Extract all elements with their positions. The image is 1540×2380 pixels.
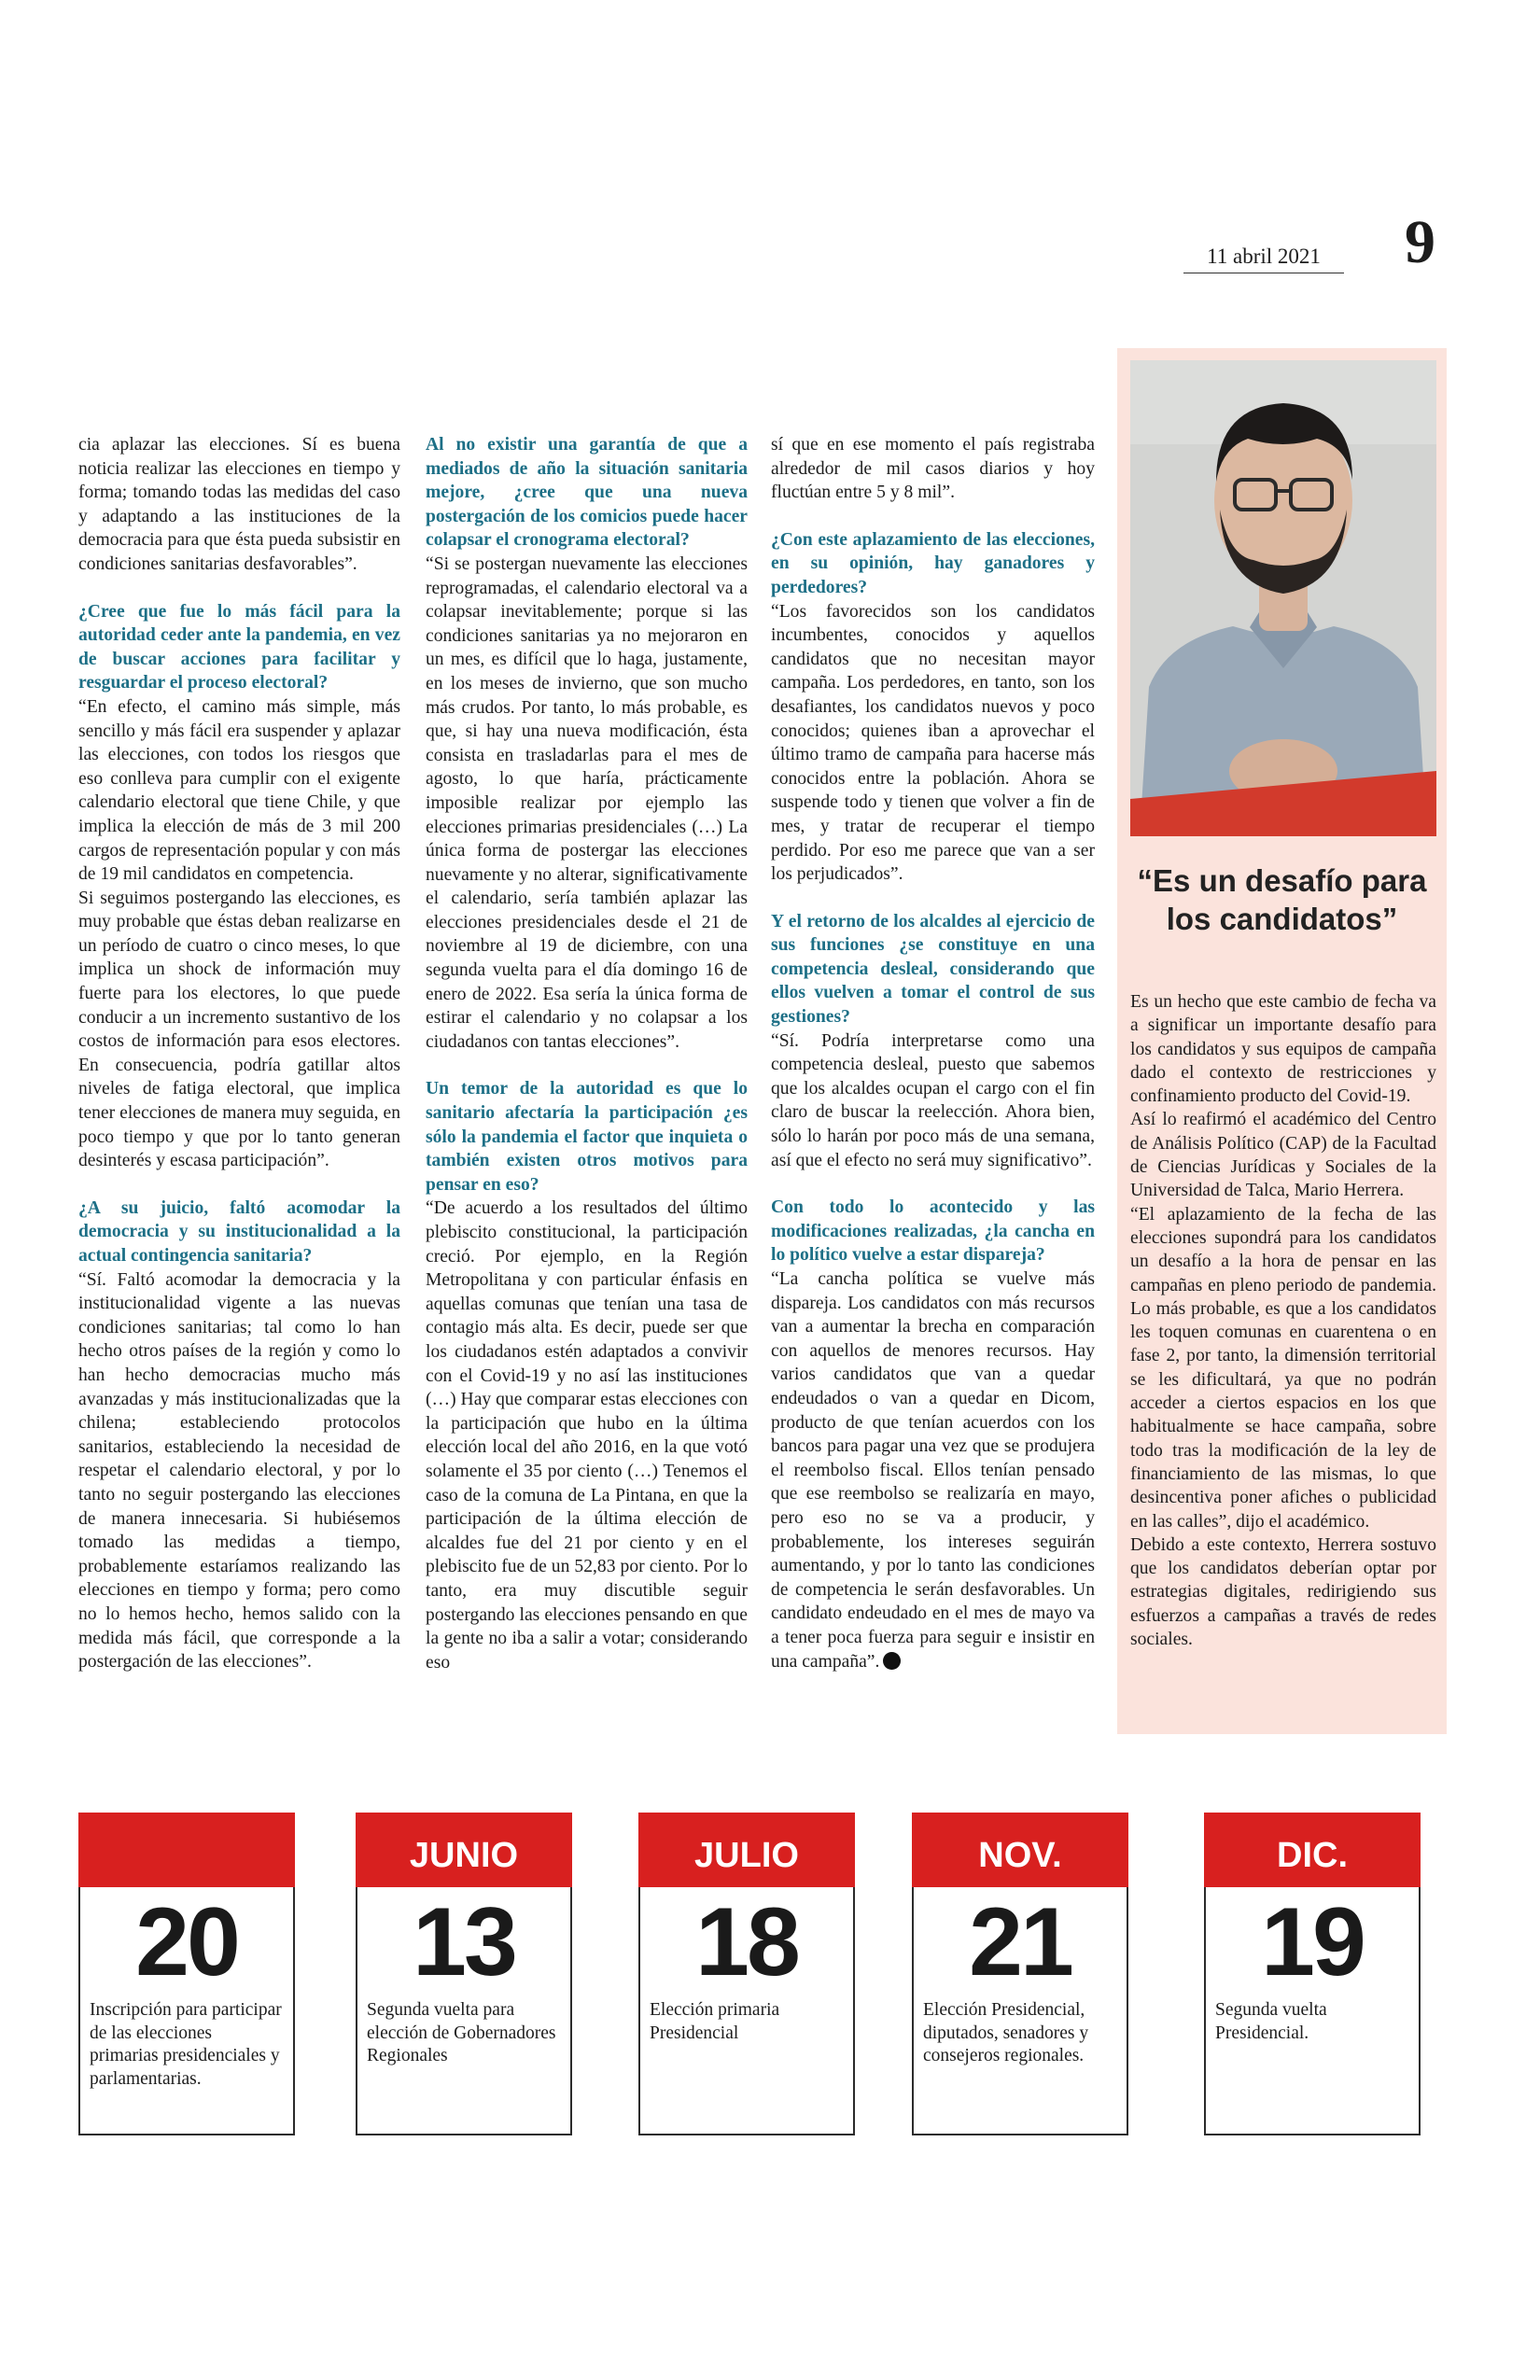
sidebar-box (1117, 348, 1447, 1734)
calendar-day: 19 (1261, 1888, 1364, 1996)
calendar-description: Elección Presidencial, diputados, senadores y consejeros regionales. (923, 2000, 1089, 2065)
paragraph: cia aplazar las elecciones. Sí es buena noticia realizar las elecciones en tiempo y forma; tomando todas las medidas del caso y adaptando a las instituciones de la democracia para que ésta pueda subsistir en condiciones sanitarias desfavorables”. (78, 435, 400, 574)
sidebar-title: “Es un desafío para los candidatos” (1137, 863, 1427, 936)
calendar-card-4 (912, 1813, 1128, 2135)
closing-paragraph: “La cancha política se vuelve más dispareja. Los candidatos con más recursos van a aumentar la brecha en comparación con aquellos de menores recursos. Hay varios candidatos que van a quedar endeudados o van a quedar en Dicom, producto de que tenían acuerdos con los bancos para pagar una vez que se produjera el reembolso fiscal. Ellos tenían pensado que ese reembolso se realizaría en mayo, pero eso no se va a producir, y probablemente, los intereses seguirán aumentando, y por lo tanto las condiciones de competencia le serán desfavorables. Un candidato endeudado en el mes de mayo va a tener poca fuerza para seguir e insistir en una campaña”. (771, 1269, 1095, 1672)
calendar-day: 20 (135, 1888, 238, 1996)
calendar-card-1 (78, 1813, 295, 2135)
calendar-card-2 (356, 1813, 572, 2135)
paragraph: “En efecto, el camino más simple, más sencillo y más fácil era suspender y aplazar las elecciones, con todos los riesgos que eso conlleva para cumplir con el exigente calendario electoral que tiene Chile, y que implica la elección de más de 3 mil 200 cargos de representación popular y con más de 19 mil candidatos en competencia. (78, 696, 400, 885)
interview-question: Al no existir una garantía de que a mediados de año la situación sanitaria mejore, ¿cree que una nueva postergación de los comicios puede hacer colapsar el cronograma electoral? (426, 435, 748, 551)
page-number: 9 (1405, 208, 1435, 276)
end-of-article-dot-icon (883, 1652, 901, 1670)
paragraph: “De acuerdo a los resultados del último plebiscito constitucional, la participación creció. Por ejemplo, en la Región Metropolitana y con particular énfasis en aquellas comunas que tenían una tasa de contagio más alta. Es decir, puede ser que los ciudadanos estén adaptados a convivir con el Covid-19 y no así las instituciones (…) Hay que comparar estas elecciones con la participación que hubo en la última elección local del año 2016, en la que votó solamente el 35 por ciento (…) Tenemos el caso de la comuna de La Pintana, en que la participación de la última elección de alcaldes fue del 21 por ciento y en el plebiscito fue de un 52,83 por ciento. Por lo tanto, era muy discutible seguir postergando las elecciones pensando en que la gente no iba a salir a votar; considerando eso (426, 1198, 748, 1673)
interview-question: Un temor de la autoridad es que lo sanitario afectaría la participación ¿es sólo la pandemia el factor que inquieta o también existen otros motivos para pensar en eso? (426, 1079, 748, 1195)
calendar-card-5 (1204, 1813, 1421, 2135)
paragraph: “Sí. Podría interpretarse como una competencia desleal, puesto que sabemos que los alcaldes ocupan el cargo con el fin claro de buscar la reelección. Ahora bien, sólo lo harán por poco más de una semana, así que el efecto no será muy significativo”. (771, 1030, 1095, 1170)
calendar-month: JULIO (638, 1813, 855, 1887)
interview-question: ¿Cree que fue lo más fácil para la autoridad ceder ante la pandemia, en vez de buscar acciones para facilitar y resguardar el proceso electoral? (78, 601, 400, 693)
calendar-card-3 (638, 1813, 855, 2135)
paragraph: “El aplazamiento de la fecha de las elecciones supondrá para los candidatos un desafío a la hora de pensar en las campañas en pleno periodo de pandemia. Lo más probable, es que a los candidatos les toquen comunas en cuarentena o en fase 2, por tanto, la dimensión territorial se les dificultará, ya que no podrán acceder a ciertos espacios en los que habitualmente se hace campaña, sobre todo tras la modificación de la ley de financiamiento de las mismas, lo que desincentiva poner afiches o publicidad en las calles”, dijo el académico. (1130, 1204, 1436, 1532)
interview-question: ¿A su juicio, faltó acomodar la democracia y su institucionalidad a la actual contingencia sanitaria? (78, 1197, 400, 1266)
paragraph: Debido a este contexto, Herrera sostuvo que los candidatos deberían optar por estrategias digitales, redirigiendo sus esfuerzos a campañas a través de redes sociales. (1130, 1534, 1436, 1650)
calendar-description: Segunda vuelta Presidencial. (1215, 2000, 1327, 2043)
interview-question: Y el retorno de los alcaldes al ejercicio de sus funciones ¿se constituye en una competencia desleal, considerando que ellos vuelven a tomar el control de sus gestiones? (771, 911, 1095, 1028)
portrait-illustration (1130, 360, 1436, 836)
calendar-day: 13 (413, 1888, 515, 1996)
sidebar-body (1130, 990, 1436, 1651)
issue-date: 11 abril 2021 (1183, 245, 1344, 273)
article-column-1 (78, 433, 400, 1674)
paragraph: “Si se postergan nuevamente las elecciones reprogramadas, el calendario electoral va a colapsar inevitablemente; porque si las condiciones sanitarias ya no mejoraron en un mes, es difícil que lo haga, justamente, en los meses de invierno, que son mucho más crudos. Por tanto, lo más probable, es que, si hay una nueva modificación, ésta consista en trasladarlas para el mes de agosto, lo que haría, prácticamente imposible realizar por ejemplo las elecciones primarias presidenciales (…) La única forma de postergar las elecciones nuevamente y no alterar, significativamente el calendario, sería también aplazar las elecciones presidenciales desde el 21 de noviembre al 19 de diciembre, con una segunda vuelta para el día domingo 16 de enero de 2022. Esa sería la única forma de estirar el calendario y no colapsar a los ciudadanos con tantas elecciones”. (426, 553, 748, 1052)
paragraph: sí que en ese momento el país registraba alrededor de mil casos diarios y hoy fluctúan entre 5 y 8 mil”. (771, 435, 1095, 503)
interview-question: ¿Con este aplazamiento de las elecciones, en su opinión, hay ganadores y perdedores? (771, 529, 1095, 597)
interview-question: Con todo lo acontecido y las modificaciones realizadas, ¿la cancha en lo político vuelve a estar dispareja? (771, 1197, 1095, 1266)
calendar-month (78, 1813, 295, 1887)
paragraph: “Los favorecidos son los candidatos incumbentes, conocidos y aquellos candidatos que no necesitan mayor campaña. Los perdedores, en tanto, son los desafiantes, los candidatos nuevos y poco conocidos; quienes iban a aprovechar el último tramo de campaña para hacerse más conocidos entre la población. Ahora se suspende todo y tienen que volver a fin de mes, y tratar de recuperar el tiempo perdido. Por eso me parece que van a ser los perjudicados”. (771, 601, 1095, 885)
paragraph: Si seguimos postergando las elecciones, es muy probable que éstas deban realizarse en un período de cuatro o cinco meses, lo que implica un shock de información muy fuerte para los electores, lo que puede conducir a un incremento sustantivo de los costos de información para esos electores. En consecuencia, podría gatillar altos niveles de fatiga electoral, que implica tener elecciones de manera muy seguida, en poco tiempo y que por lo tanto generan desinterés y escasa participación”. (78, 888, 400, 1171)
paragraph: Así lo reafirmó el académico del Centro de Análisis Político (CAP) de la Facultad de Ciencias Jurídicas y Sociales de la Universidad de Talca, Mario Herrera. (1130, 1110, 1436, 1201)
calendar-month: NOV. (912, 1813, 1128, 1887)
article-column-3 (771, 433, 1095, 1673)
paragraph (771, 1267, 1095, 1673)
calendar-description: Segunda vuelta para elección de Gobernadores Regionales (367, 2000, 556, 2065)
calendar-day: 18 (695, 1888, 798, 1996)
calendar-description: Inscripción para participar de las elecciones primarias presidenciales y parlamentarias. (90, 2000, 282, 2089)
paragraph: Es un hecho que este cambio de fecha va a significar un importante desafío para los candidatos y sus equipos de campaña dado el contexto de restricciones y confinamiento producto del Covid-19. (1130, 992, 1436, 1107)
calendar-month: DIC. (1204, 1813, 1421, 1887)
calendar-day: 21 (969, 1888, 1071, 1996)
calendar-description: Elección primaria Presidencial (650, 2000, 780, 2043)
portrait-photo (1130, 360, 1436, 836)
calendar-month: JUNIO (356, 1813, 572, 1887)
article-column-2 (426, 433, 748, 1674)
paragraph: “Sí. Faltó acomodar la democracia y la institucionalidad vigente a las nuevas condiciones sanitarias; tal como lo han hecho otros países de la región y como lo han hecho democracias mucho más avanzadas y más institucionalizadas que la chilena; estableciendo protocolos sanitarios, estableciendo la necesidad de respetar el calendario electoral, y por lo tanto no seguir postergando las elecciones de manera innecesaria. Si hubiésemos tomado las medidas a tiempo, probablemente estaríamos realizando las elecciones en tiempo y forma; pero como no lo hemos hecho, hemos salido con la medida más fácil, que corresponde a la postergación de las elecciones”. (78, 1269, 400, 1673)
